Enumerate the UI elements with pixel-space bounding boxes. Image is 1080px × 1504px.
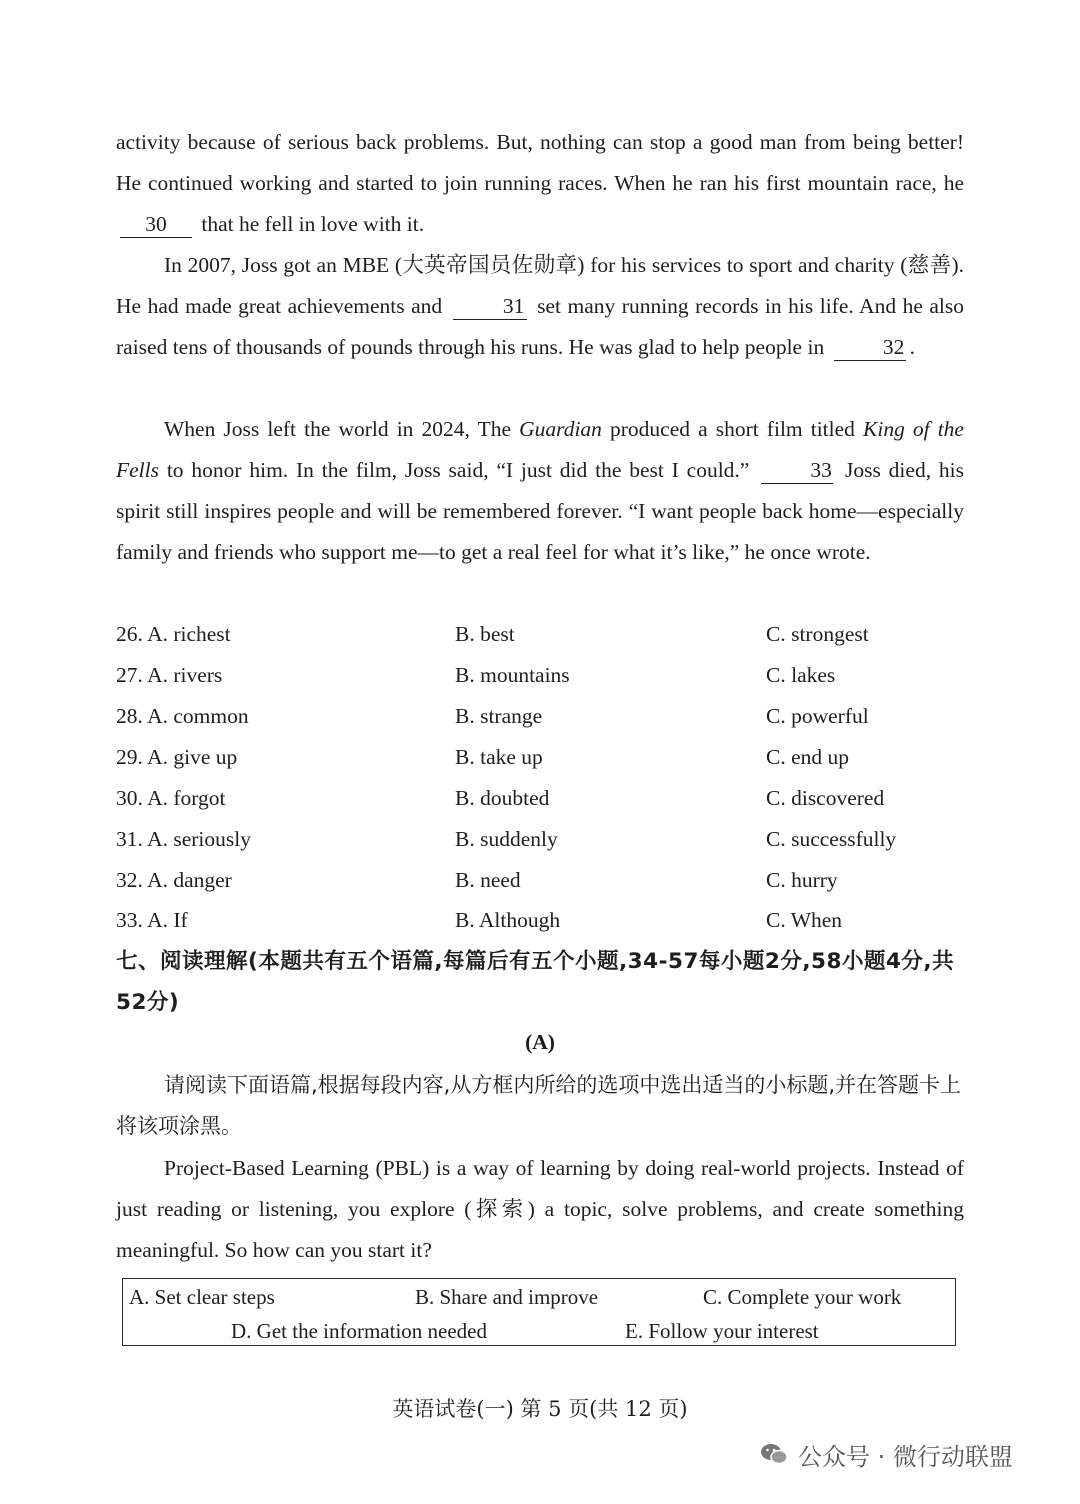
passage-paragraph-2: In 2007, Joss got an MBE (大英帝国员佐勋章) for his services to sport and charity (慈善). He had made great achievements and 31 set many running records in his life. And he also raised tens of thousands of pounds through his runs. He was glad to help people in 32 .: [116, 253, 964, 359]
box-option-c: C. Complete your work: [703, 1285, 902, 1309]
option-a: 32. A. danger: [116, 868, 232, 892]
option-c: C. strongest: [766, 622, 869, 646]
option-a: 33. A. If: [116, 908, 188, 932]
option-row-32: [0, 860, 1080, 901]
wechat-icon: [760, 1442, 788, 1466]
option-row-26: [0, 614, 1080, 655]
option-b: B. best: [455, 622, 515, 646]
box-option-b: B. Share and improve: [415, 1285, 599, 1309]
option-a: 27. A. rivers: [116, 663, 223, 687]
newspaper-name: Guardian: [519, 417, 602, 441]
page-footer: 英语试卷(一) 第 5 页(共 12 页): [392, 1397, 688, 1421]
option-b: B. mountains: [455, 663, 570, 687]
option-row-30: [0, 778, 1080, 819]
option-b: B. Although: [455, 908, 561, 932]
option-a: 28. A. common: [116, 704, 249, 728]
option-row-28: [0, 696, 1080, 737]
passage-paragraph-3: When Joss left the world in 2024, The Guardian produced a short film titled King of the Fells to honor him. In the film, Joss said, “I just did the best I could.” 33 Joss died, his spirit still inspires people and will be remembered forever. “I want people back home—especially family and friends who support me—to get a real feel for what it’s like,” he once wrote.: [116, 417, 964, 564]
option-row-33: [0, 900, 1080, 941]
option-a: 31. A. seriously: [116, 827, 251, 851]
section-heading: 七、阅读理解(本题共有五个语篇,每篇后有五个小题,34-57每小题2分,58小题4分,共52分): [116, 949, 955, 1015]
film-title: King of the Fells: [116, 417, 964, 482]
option-c: C. lakes: [766, 663, 836, 687]
watermark: [760, 1434, 1013, 1474]
option-a: 29. A. give up: [116, 745, 238, 769]
option-row-29: [0, 737, 1080, 778]
blank-32: 32: [834, 334, 906, 361]
box-option-e: E. Follow your interest: [625, 1319, 819, 1343]
option-c: C. powerful: [766, 704, 869, 728]
blank-31: 31: [453, 293, 527, 320]
instruction-text: 请阅读下面语篇,根据每段内容,从方框内所给的选项中选出适当的小标题,并在答题卡上将该项涂黑。: [116, 1073, 962, 1138]
option-c: C. discovered: [766, 786, 885, 810]
option-a: 26. A. richest: [116, 622, 231, 646]
passage-label: (A): [525, 1030, 555, 1054]
option-c: C. hurry: [766, 868, 838, 892]
blank-33: 33: [761, 457, 833, 484]
option-row-31: [0, 819, 1080, 860]
option-c: C. end up: [766, 745, 850, 769]
blank-30: 30: [120, 211, 192, 238]
passage-paragraph-1: activity because of serious back problems. But, nothing can stop a good man from being better! He continued working and started to join running races. When he ran his first mountain race, he 30 that he fell in love with it.: [116, 130, 964, 236]
option-b: B. suddenly: [455, 827, 558, 851]
box-option-d: D. Get the information needed: [231, 1319, 487, 1343]
watermark-text: 公众号 · 微行动联盟: [798, 1442, 1013, 1471]
option-c: C. When: [766, 908, 843, 932]
option-c: C. successfully: [766, 827, 897, 851]
option-a: 30. A. forgot: [116, 786, 226, 810]
option-b: B. take up: [455, 745, 543, 769]
option-b: B. doubted: [455, 786, 550, 810]
pbl-intro-paragraph: Project-Based Learning (PBL) is a way of learning by doing real-world projects. Instead of just reading or listening, you explore (探索) a topic, solve problems, and create something meaningful. So how can you start it?: [116, 1156, 964, 1262]
option-b: B. need: [455, 868, 521, 892]
heading-options-box: [122, 1278, 956, 1346]
box-option-a: A. Set clear steps: [129, 1285, 275, 1309]
option-row-27: [0, 655, 1080, 696]
option-b: B. strange: [455, 704, 543, 728]
